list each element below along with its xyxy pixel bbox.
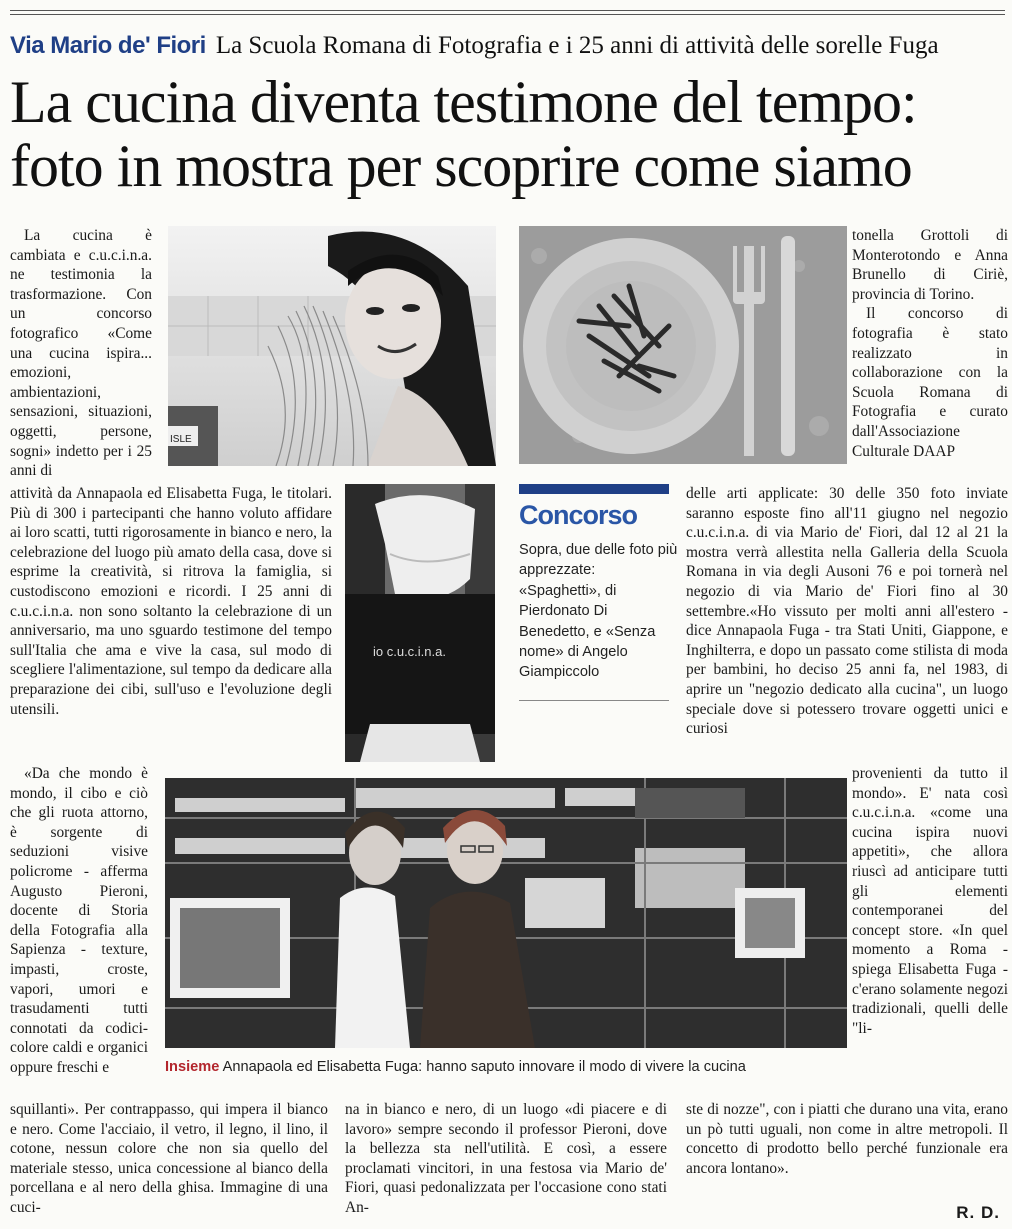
col3-narrow-p: provenienti da tutto il mondo». E' nata così c.u.c.i.n.a. «come una cucina ispira nuovi appetiti», che allora riuscì ad anticipare tutti gli elementi contemporanei del concept store. «In quel momento a Roma - spiega Elisabetta Fuga - c'erano solamente negozi tradizionali, quelli delle "li- <box>852 765 1008 1037</box>
col3-bottom-p: ste di nozze", con i piatti che durano una vita, erano un pò tutti uguali, non come in altre metropoli. Il concetto di prodotto bello perché funzionale era ancora lontano». <box>686 1101 1008 1177</box>
shop-sign-text: ISLE <box>170 434 192 445</box>
photo-spaghetti-woman <box>168 226 496 466</box>
photo-caption <box>165 1057 847 1077</box>
concorso-text: Sopra, due delle foto più apprezzate: «Spaghetti», di Pierdonato Di Benedetto, e «Senza nome» di Angelo Giampiccolo <box>519 542 678 681</box>
caption-label: Insieme <box>165 1059 220 1075</box>
col1-p2-narrow: «Da che mondo è mondo, il cibo e ciò che gli ruota attorno, è sorgente di seduzioni visive policrome - afferma Augusto Pieroni, docente di Storia della Fotografia alla Sapienza - texture, impasti, croste, vapori, umori e trasudamenti tutti connotati da codici-colore caldi e organici oppure freschi e <box>10 765 148 1076</box>
concorso-title: Concorso <box>519 500 638 530</box>
apron-text: io c.u.c.i.n.a. <box>373 644 446 659</box>
col3-wide-p: delle arti applicate: 30 delle 350 foto inviate saranno esposte fino all'11 giugno nel negozio c.u.c.i.n.a. di via Mario de' Fiori, dal 12 al 21 la mostra verrà allestita nella Galleria della Scuola Romana in via degli Ausoni 76 e poi tornerà nel negozio di via Mario de' Fiori fino al 30 settembre.«Ho vissuto per molti anni all'estero - dice Annapaola Fuga - tra Stati Uniti, Giappone, e Inghilterra, e dopo un passato come stilista di moda per bambini, ho deciso 25 anni fa, nel 1983, di aprire un "negozio dedicato alla cucina", un luogo speciale dove si potessero trovare oggetti unici e curiosi <box>686 485 1008 738</box>
plate-photo-image <box>519 226 847 464</box>
photo-plate <box>519 226 847 464</box>
headline-line-2: foto in mostra per scoprire come siamo <box>10 133 912 199</box>
caption-text: Annapaola ed Elisabetta Fuga: hanno saputo innovare il modo di vivere la cucina <box>222 1059 746 1075</box>
subtitle: La Scuola Romana di Fotografia e i 25 anni di attività delle sorelle Fuga <box>215 32 939 59</box>
col1-para1-wide <box>10 484 332 719</box>
kicker-line <box>10 32 1005 66</box>
photo-shop-sisters <box>165 778 847 1048</box>
headline <box>10 70 1010 198</box>
kicker: Via Mario de' Fiori <box>10 32 206 59</box>
shop-photo-image <box>165 778 847 1048</box>
concorso-divider <box>519 700 669 701</box>
col1-p1-wide: attività da Annapaola ed Elisabetta Fuga, le titolari. Più di 300 i partecipanti che hanno voluto affidare ai loro scatti, tutti rigorosamente in bianco e nero, la celebrazione del luogo più amato della casa, dove si esprime la creatività, si ritrova la famiglia, si custodiscono emozioni e ricordi. I 25 anni di c.u.c.i.n.a. non sono soltanto la celebrazione di un anniversario, ma uno sguardo testimone del tempo sull'Italia che ama e vive la casa, sul modo di scegliere l'alimentazione, sul tempo da dedicare alla preparazione dei cibi, sull'uso e l'evoluzione degli utensili. <box>10 485 332 718</box>
photo-apron <box>345 484 495 762</box>
col1-p1-narrow: La cucina è cambiata e c.u.c.i.n.a. ne testimonia la trasformazione. Con un concorso fotografico «Come una cucina ispira... emozioni, ambientazioni, sensazioni, situazioni, oggetti, persone, sogni» indetto per i 25 anni di <box>10 227 152 480</box>
col1-para2-wide <box>10 1100 328 1218</box>
col3-bottom <box>686 1100 1008 1178</box>
col3-wide <box>686 484 1008 739</box>
top-rule-2 <box>10 14 1005 15</box>
col2-p: na in bianco e nero, di un luogo «di piacere e di lavoro» sempre secondo il professor Pieroni, dove la bellezza sta nell'utilità. E così, a essere proclamati vincitori, in una festosa via Mario de' Fiori, quasi pedonalizzata per l'occasione cono stati An- <box>345 1101 667 1216</box>
apron-photo-image <box>345 484 495 762</box>
headline-line-1: La cucina diventa testimone del tempo: <box>10 69 917 135</box>
spaghetti-photo-image <box>168 226 496 466</box>
col3-narrow-bottom <box>852 764 1008 1038</box>
concorso-bar <box>519 484 669 494</box>
col1-p2-wide: squillanti». Per contrappasso, qui impera il bianco e nero. Come l'acciaio, il vetro, il legno, il lino, il cotone, nessun colore che non sia quello del materiale stesso, unica concessione al bianco della porcellana e al nero della ghisa. Immagine di una cuci- <box>10 1101 328 1216</box>
col3-narrow-top <box>852 226 1008 461</box>
col3-p1: tonella Grottoli di Monterotondo e Anna Brunello di Ciriè, provincia di Torino. <box>852 227 1008 303</box>
col2-text <box>345 1100 667 1218</box>
col1-para2-narrow <box>10 764 148 1078</box>
col3-p2: Il concorso di fotografia è stato realizzato in collaborazione con la Scuola Romana di Fotografia e curato dall'Associazione Culturale DAAP <box>852 305 1008 460</box>
col1-para1-narrow <box>10 226 152 481</box>
signature: R. D. <box>956 1203 1000 1222</box>
top-rule <box>10 10 1005 11</box>
